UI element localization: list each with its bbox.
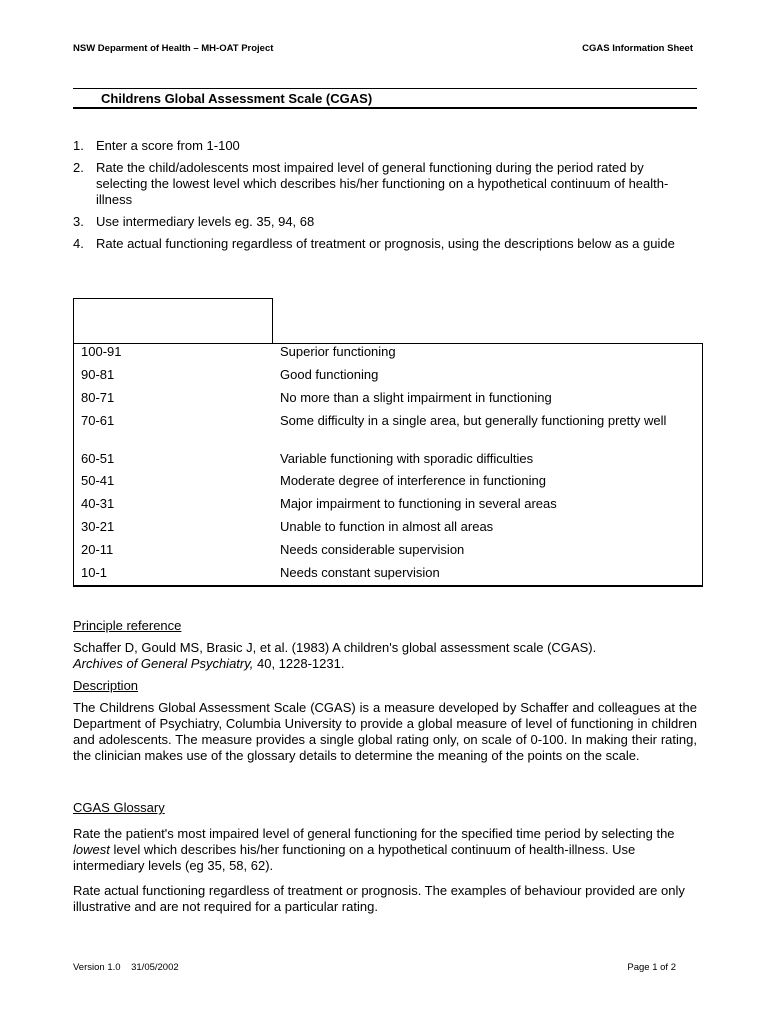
score-range: 10-1 (81, 565, 108, 580)
footer-version (73, 962, 179, 973)
list-text: Rate actual functioning regardless of treatment or prognosis, using the descriptions below as a guide (96, 236, 675, 251)
reference-heading: Principle reference (73, 618, 182, 633)
list-text: Rate the child/adolescents most impaired level of general functioning during the period rated by selecting the lowest level which describes his/her functioning on a hypothetical continuum of health-illness (96, 160, 669, 207)
version-date: 31/05/2002 (131, 962, 179, 973)
glossary-paragraph-2: Rate actual functioning regardless of treatment or prognosis. The examples of behaviour provided are only illustrative and are not required for a particular rating. (73, 883, 685, 914)
list-text: Enter a score from 1-100 (96, 138, 240, 153)
header-left: NSW Deparment of Health – MH-OAT Project (73, 43, 274, 54)
list-item (73, 214, 697, 230)
score-description: Major impairment to functioning in several areas (280, 496, 557, 511)
reference-line: Schaffer D, Gould MS, Brasic J, et al. (1983) A children's global assessment scale (CGAS). (73, 640, 597, 655)
glossary-paragraph-1 (73, 826, 697, 874)
list-number: 3. (73, 214, 84, 229)
title-bar (73, 88, 697, 109)
score-description: No more than a slight impairment in functioning (280, 390, 552, 405)
score-description: Some difficulty in a single area, but generally functioning pretty well (280, 413, 667, 428)
score-range: 30-21 (81, 519, 115, 534)
score-range: 50-41 (81, 473, 115, 488)
score-range: 100-91 (81, 344, 122, 359)
list-number: 1. (73, 138, 84, 153)
page-title: Childrens Global Assessment Scale (CGAS) (101, 91, 373, 106)
score-description: Variable functioning with sporadic difficulties (280, 451, 534, 466)
score-description: Good functioning (280, 367, 379, 382)
reference-journal: Archives of General Psychiatry, (73, 656, 254, 671)
glossary-heading: CGAS Glossary (73, 800, 165, 815)
score-range: 60-51 (81, 451, 115, 466)
glossary-text: Rate the patient's most impaired level of general functioning for the specified time period by selecting the (73, 826, 675, 841)
score-description: Moderate degree of interference in functioning (280, 473, 546, 488)
score-description: Needs constant supervision (280, 565, 440, 580)
reference-text (73, 640, 697, 672)
instruction-list (73, 138, 697, 258)
scale-table (73, 343, 703, 587)
reference-detail: 40, 1228-1231. (253, 656, 345, 671)
score-range: 40-31 (81, 496, 115, 511)
score-range: 70-61 (81, 413, 115, 428)
score-description: Unable to function in almost all areas (280, 519, 494, 534)
description-text: The Childrens Global Assessment Scale (CGAS) is a measure developed by Schaffer and colleagues at the Department of Psychiatry, Columbia University to provide a global measure of level of functioning in children and adolescents. The measure provides a single global rating only, on scale of 0-100. In making their rating, the clinician makes use of the glossary details to determine the meaning of the points on the scale. (73, 700, 697, 763)
description-heading: Description (73, 678, 139, 693)
score-range: 80-71 (81, 390, 115, 405)
header-right: CGAS Information Sheet (582, 43, 693, 54)
score-description: Superior functioning (280, 344, 396, 359)
footer-page: Page 1 of 2 (627, 962, 676, 973)
glossary-text: level which describes his/her functioning on a hypothetical continuum of health-illness. Use intermediary levels (eg 35, 58, 62). (73, 842, 636, 873)
list-item (73, 236, 697, 252)
table-header-cell (73, 298, 273, 344)
list-item (73, 160, 697, 208)
list-text: Use intermediary levels eg. 35, 94, 68 (96, 214, 315, 229)
score-range: 20-11 (81, 542, 114, 557)
version-label: Version 1.0 (73, 962, 121, 973)
list-number: 4. (73, 236, 84, 251)
list-number: 2. (73, 160, 84, 175)
glossary-emphasis: lowest (73, 842, 110, 857)
score-description: Needs considerable supervision (280, 542, 465, 557)
score-range: 90-81 (81, 367, 115, 382)
list-item (73, 138, 697, 154)
